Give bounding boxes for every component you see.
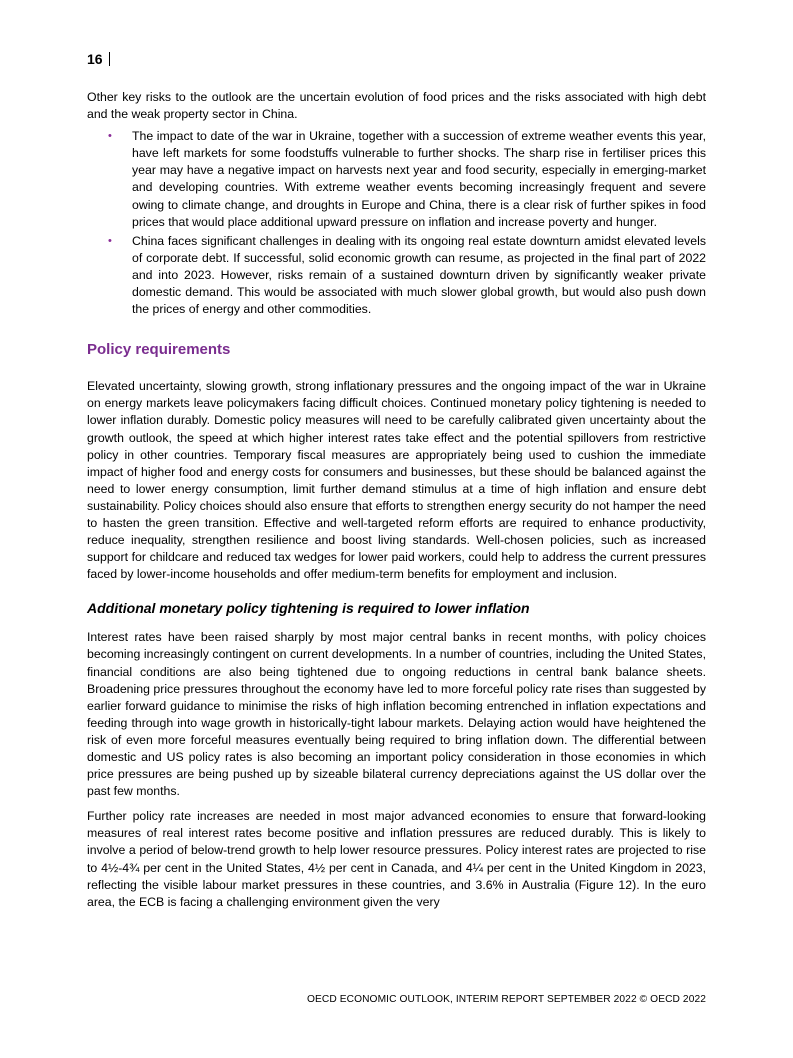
intro-paragraph: Other key risks to the outlook are the uncertain evolution of food prices and the risks associated with high debt and the weak property sector in China. (87, 90, 706, 122)
bullet-text: The impact to date of the war in Ukraine, together with a succession of extreme weather events this year, have left markets for some foodstuffs vulnerable to further shocks. The sharp rise in fertiliser prices this year may have a negative impact on harvests next year and food security, especially in emerging-market and developing countries. With extreme weather events becoming increasingly frequent and severe owing to climate change, and droughts in Europe and China, there is a clear risk of further spikes in food prices that would place additional upward pressure on inflation and increase poverty and hunger. (132, 129, 706, 229)
bullet-text: China faces significant challenges in dealing with its ongoing real estate downturn amidst elevated levels of corporate debt. If successful, solid economic growth can resume, as projected in the final part of 2022 and into 2023. However, risks remain of a sustained downturn driven by significantly weaker private domestic demand. This would be associated with much slower global growth, but would also push down the prices of energy and other commodities. (132, 233, 706, 317)
bullet-dot-icon: • (108, 130, 112, 143)
monetary-paragraph-2: Further policy rate increases are needed in most major advanced economies to ensure that forward-looking measures of real interest rates become positive and inflation pressures are reduced durably. This is likely to involve a period of below-trend growth to help lower resource pressures. Policy interest rates are projected to rise to 4½-4¾ per cent in the United States, 4½ per cent in Canada, and 4¼ per cent in the United Kingdom in 2023, reflecting the visible labour market pressures in these countries, and 3.6% in Australia (Figure 12). In the euro area, the ECB is facing a challenging environment given the very (87, 809, 706, 909)
page-number-separator (109, 52, 110, 66)
page-number-value: 16 (87, 51, 103, 67)
section-heading: Policy requirements (87, 341, 231, 359)
risk-bullet-list (87, 128, 706, 318)
bullet-item-food-prices (108, 128, 706, 231)
page-number (87, 50, 110, 68)
page-content (87, 89, 706, 911)
monetary-paragraph-1: Interest rates have been raised sharply by most major central banks in recent months, with policy choices becoming increasingly contingent on current developments. In a number of countries, including the United States, financial conditions are also being tightened due to ongoing reductions in central bank balance sheets. Broadening price pressures throughout the economy have led to more forceful policy rate rises than suggested by earlier forward guidance to minimise the risks of high inflation becoming entrenched in inflation expectations and feeding through into wage growth in historically-tight labour markets. Delaying action would have heightened the risk of even more forceful measures eventually being required to bring inflation down. The differential between domestic and US policy rates is also becoming an important policy consideration in those economies in which price pressures are being pushed up by sizeable bilateral currency depreciations against the US dollar over the past few months. (87, 630, 706, 799)
bullet-dot-icon: • (108, 234, 112, 247)
policy-paragraph: Elevated uncertainty, slowing growth, strong inflationary pressures and the ongoing impact of the war in Ukraine on energy markets leave policymakers facing difficult choices. Continued monetary policy tightening is needed to lower inflation durably. Domestic policy measures will need to be carefully calibrated given uncertainty about the growth outlook, the speed at which higher interest rates take effect and the potential spillovers from restrictive policy in other countries. Temporary fiscal measures are appropriately being used to cushion the immediate impact of higher food and energy costs for consumers and businesses, but these should be balanced against the need to lower energy consumption, limit further demand stimulus at a time of high inflation and ensure debt sustainability. Policy choices should also ensure that efforts to strengthen energy security do not hamper the need to hasten the green transition. Effective and well-targeted reform efforts are required to enhance productivity, reduce inequality, strengthen resilience and boost living standards. Well-chosen policies, such as increased support for childcare and reduced tax wedges for lower paid workers, could help to address the current pressures faced by lower-income households and offer medium-term benefits for employment and inclusion. (87, 379, 706, 582)
page-footer: OECD ECONOMIC OUTLOOK, INTERIM REPORT SEPTEMBER 2022 © OECD 2022 (306, 994, 706, 1005)
subsection-heading: Additional monetary policy tightening is required to lower inflation (87, 600, 530, 617)
bullet-item-china (108, 233, 706, 318)
